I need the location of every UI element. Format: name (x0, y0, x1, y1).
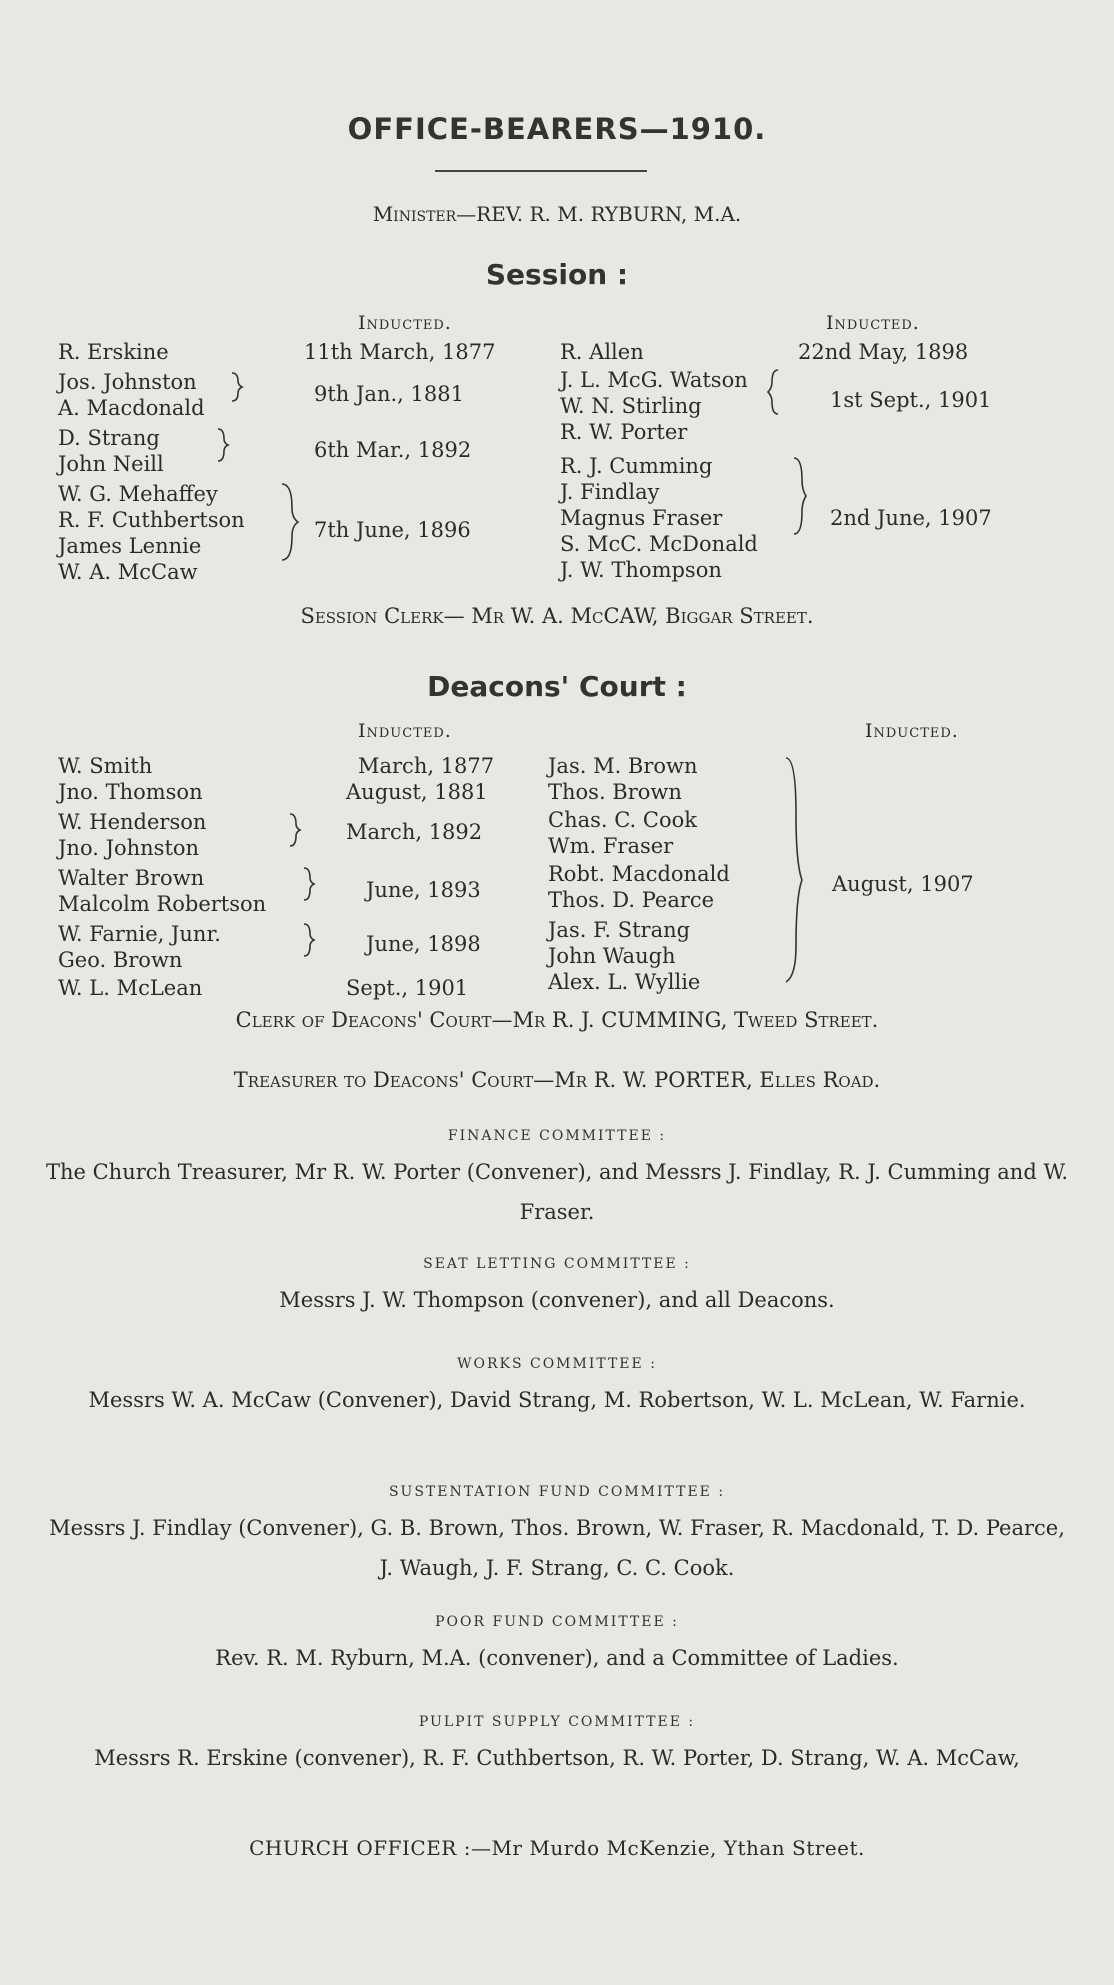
seat-letting-committee-text: Messrs J. W. Thompson (convener), and all Deacons. (279, 1288, 835, 1312)
brace-shape (786, 758, 802, 982)
session-member: R. Allen (560, 340, 644, 364)
church-officer-text: CHURCH OFFICER :—Mr Murdo McKenzie, Ythan Street. (249, 1836, 865, 1860)
deacon-member: Robt. Macdonald (548, 862, 730, 886)
session-member: R. F. Cuthbertson (58, 508, 245, 532)
finance-committee-heading: FINANCE COMMITTEE : (447, 1128, 667, 1144)
session-inducted-label-left: Inducted. (358, 312, 452, 334)
session-member: W. A. McCaw (58, 560, 198, 584)
session-date: 9th Jan., 1881 (314, 382, 464, 406)
deacon-date: August, 1907 (832, 872, 974, 896)
deacon-member: W. Farnie, Junr. (58, 922, 221, 946)
deacon-member: John Waugh (548, 944, 676, 968)
church-officer-line (0, 1836, 1114, 1860)
session-member: J. L. McG. Watson (560, 368, 748, 392)
deacon-member: W. Henderson (58, 810, 207, 834)
deacon-member: Chas. C. Cook (548, 808, 697, 832)
session-date: 2nd June, 1907 (830, 506, 992, 530)
deacons-heading: Deacons' Court : (427, 670, 687, 703)
session-member: R. Erskine (58, 340, 169, 364)
deacons-treasurer: Treasurer to Deacons' Court—Mr R. W. PORTER, Elles Road. (233, 1068, 881, 1092)
pulpit-supply-committee-text: Messrs R. Erskine (convener), R. F. Cuthbertson, R. W. Porter, D. Strang, W. A. McCaw, (94, 1746, 1020, 1770)
brace-shape (290, 814, 300, 846)
session-date: 6th Mar., 1892 (314, 438, 472, 462)
deacon-date: March, 1877 (358, 754, 495, 778)
deacon-date: June, 1898 (366, 932, 481, 956)
session-member: J. Findlay (560, 480, 660, 504)
deacon-date: June, 1893 (366, 878, 481, 902)
deacons-clerk: Clerk of Deacons' Court—Mr R. J. CUMMING, Tweed Street. (235, 1008, 879, 1032)
session-inducted-label-right: Inducted. (826, 312, 920, 334)
deacon-member: Malcolm Robertson (58, 892, 267, 916)
works-committee-heading: WORKS COMMITTEE : (457, 1356, 657, 1372)
deacon-member: Alex. L. Wyllie (548, 970, 701, 994)
deacon-date: March, 1892 (346, 820, 483, 844)
works-committee-text: Messrs W. A. McCaw (Convener), David Strang, M. Robertson, W. L. McLean, W. Farnie. (88, 1388, 1026, 1412)
finance-committee-text: The Church Treasurer, Mr R. W. Porter (Convener), and Messrs J. Findlay, R. J. Cumming and W. Fraser. (45, 1160, 1069, 1224)
poor-fund-committee-heading: POOR FUND COMMITTEE : (435, 1614, 679, 1630)
deacon-member: Walter Brown (58, 866, 205, 890)
deacon-member: Jno. Thomson (58, 780, 203, 804)
session-member: James Lennie (58, 534, 202, 558)
minister-line: Minister—REV. R. M. RYBURN, M.A. (372, 202, 742, 226)
poor-fund-committee-text: Rev. R. M. Ryburn, M.A. (convener), and a Committee of Ladies. (215, 1646, 899, 1670)
session-heading: Session : (485, 258, 629, 291)
sustentation-committee-heading: SUSTENTATION FUND COMMITTEE : (388, 1484, 726, 1500)
deacon-member: W. Smith (58, 754, 153, 778)
deacon-member: Jno. Johnston (58, 836, 200, 860)
session-member: John Neill (58, 452, 164, 476)
deacon-member: Wm. Fraser (548, 834, 674, 858)
brace-shape (304, 924, 314, 956)
page-title: OFFICE-BEARERS—1910. (347, 112, 767, 146)
deacon-member: Thos. D. Pearce (548, 888, 715, 912)
session-member: Jos. Johnston (58, 370, 197, 394)
deacon-member: W. L. McLean (58, 976, 203, 1000)
session-date: 22nd May, 1898 (798, 340, 969, 364)
session-date: 1st Sept., 1901 (830, 388, 992, 412)
session-date: 11th March, 1877 (304, 340, 496, 364)
deacon-member: Thos. Brown (548, 780, 682, 804)
session-member: R. J. Cumming (560, 454, 713, 478)
deacons-inducted-label-left: Inducted. (358, 720, 452, 742)
deacon-member: Geo. Brown (58, 948, 183, 972)
session-date: 7th June, 1896 (314, 518, 471, 542)
session-clerk: Session Clerk— Mr W. A. McCAW, Biggar Street. (300, 604, 814, 628)
session-member: J. W. Thompson (560, 558, 722, 582)
session-member: W. N. Stirling (560, 394, 702, 418)
session-member: A. Macdonald (58, 396, 205, 420)
session-member: W. G. Mehaffey (58, 482, 218, 506)
deacon-date: August, 1881 (346, 780, 488, 804)
session-member: Magnus Fraser (560, 506, 723, 530)
brace-shape (304, 868, 314, 900)
deacons-inducted-label-right: Inducted. (865, 720, 959, 742)
session-member: S. McC. McDonald (560, 532, 758, 556)
deacon-member: Jas. M. Brown (548, 754, 698, 778)
session-member: R. W. Porter (560, 420, 688, 444)
session-member: D. Strang (58, 426, 160, 450)
seat-letting-committee-heading: SEAT LETTING COMMITTEE : (423, 1256, 691, 1272)
sustentation-committee-text: Messrs J. Findlay (Convener), G. B. Brown, Thos. Brown, W. Fraser, R. Macdonald, T. D. Pearce, J. Waugh, J. F. Strang, C. C. Cook. (49, 1516, 1065, 1580)
deacon-member: Jas. F. Strang (548, 918, 691, 942)
deacon-date: Sept., 1901 (346, 976, 469, 1000)
pulpit-supply-committee-heading: PULPIT SUPPLY COMMITTEE : (418, 1714, 696, 1730)
